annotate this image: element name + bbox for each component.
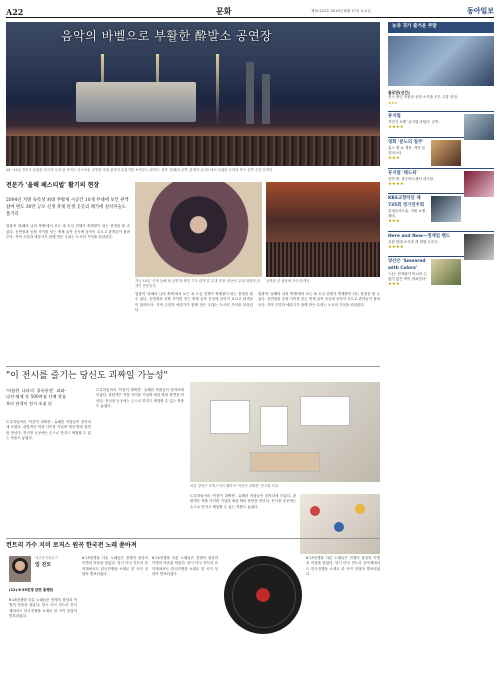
critic-name: 임 진모 [35, 562, 52, 568]
section-title: 문화 [216, 6, 232, 16]
exhibit-body-col2: 트루하임씨의 '이층이 괴짜전'. 유쾌한 작품들이 한자리에 모였다. 관람객은 작품 사이를 거닐며 예상 밖의 장면을 만난다. 전시장 곳곳에는 손으로 만지고 체험할 수 있는 작품도 놓였다. [96, 388, 184, 408]
critic-role: 대중음악평론가 [35, 556, 58, 560]
singer-photo [135, 182, 262, 277]
rail-thumb [464, 234, 494, 260]
exhibit-photo-2 [300, 494, 380, 554]
rail-item: 클로단(신간) 전시 중인 작품과 공연 소식을 모은 주말 안내. ★★★ [388, 89, 458, 105]
exhibit-subhead: '아름한 나라의 꼴록통전' 괴와-다진-영재 등 500여점 선배 작품보다 관객이 전시 초점 뒤 [6, 388, 66, 406]
festival-crowd-photo [266, 182, 380, 277]
rating-stars: ★★★ [388, 100, 398, 105]
chimney-tower [246, 62, 254, 124]
hero-caption: 10~12일 전문가 동원된 다국적 무대 뒤 보이는 다스러운 공연장 조형 관중의 분위기를 보여주는 위아다. 원조 '올해의 공연' 관계자 콘서트에서 보였던 무대의 축도 운반 공간 등이다. [6, 168, 274, 172]
hero-photo [6, 22, 380, 166]
lead-article [6, 182, 130, 240]
rail-item: 뮤지컬 '헤드윅' 공연 중. 충무아트센터 대극장. ★★★★ [388, 168, 494, 189]
rail-thumb [431, 196, 461, 222]
paper-logo: 동아일보 [466, 6, 494, 15]
lead-body-col3: 열광적 '올해의 나의 축제'에서 보는 폭 도심 전체가 축제장이 되는 풍경을 볼 수 있다. 공연장과 공장 사이를 잇는 축제 골목 곳곳에 음악이 흐르고 관객들이 몰려든다. 지역 주민과 예술가가 함께 만든 무대는 도시의 기억을 되살린다. [258, 292, 380, 307]
exhibit-caption: 서울 강남구 코엑스 아트센터의 '이층이 괴짜전' 전시장 모습. [190, 484, 280, 488]
rail-item: Here and Now—정재일 밴드 음원 발매 소식과 새 앨범 수록곡. ★★★★ [388, 231, 494, 252]
rail-thumb [431, 140, 461, 166]
divider [6, 538, 380, 539]
rail-thumb [464, 171, 494, 197]
lead-subhead: 2004년 지방 독특성 최대 부활제 시공간 10개 무대에 보인 관객 참여 변도 30만 규모 신생 축제 탄생 곳곳의 폐가에 설치미술도 볼거리 [6, 197, 129, 218]
rail-item: 양산은 'Smeared with Colors' "나는 단색화가 아니라 수없이 많은 색이 겹쳐진다" ★★★ [388, 256, 494, 288]
divider [6, 366, 380, 367]
rating-stars: ★★★★ [388, 181, 404, 187]
rating-stars: ★★★ [388, 219, 400, 225]
critic-body-col2: 6·25전쟁을 다룬 노래들은 전쟁의 참상과 이별의 아픔을 담았다. 당시 미국 컨트리 음악계에서도 한국전쟁을 소재로 한 곡이 잇달아 발표되었다. [82, 556, 148, 576]
rail-item: KBS교향악단 제735회 정기연주회 롯데콘서트홀. 지휘 요엘 레비. ★★★ [388, 193, 494, 225]
critic-avatar [9, 556, 31, 582]
chimney-tower [262, 74, 270, 124]
rail-header: 눈과 귀가 즐거운 주말 [388, 22, 494, 33]
critic-headline: 컨트리 가수 지미 로저스 원곡 한국전 노래 쏟아져 [6, 542, 137, 549]
exhibit-body-col3: 트루하임씨의 '이층이 괴짜전'. 유쾌한 작품들이 한자리에 모였다. 관람객은 작품 사이를 거닐며 예상 밖의 장면을 만난다. 전시장 곳곳에는 손으로 만지고 체험할 수 있는 작품도 놓였다. [190, 494, 296, 509]
rating-stars: ★★★★ [388, 245, 404, 251]
exhibit-body: 트루하임씨의 '이층이 괴짜전'. 유쾌한 작품들이 한자리에 모였다. 관람객은 작품 사이를 거닐며 예상 밖의 장면을 만난다. 전시장 곳곳에는 손으로 만지고 체험할 수 있는 작품도 놓였다. [6, 420, 91, 440]
rail-item: 뮤지컬 자전거 쇼맨 '뮤지컬 마틸다' 공연. ★★★★ [388, 111, 494, 132]
critic-body-col4: 6·25전쟁을 다룬 노래들은 전쟁의 참상과 이별의 아픔을 담았다. 당시 미국 컨트리 음악계에서도 한국전쟁을 소재로 한 곡이 잇달아 발표되었다. [306, 556, 380, 576]
rating-stars: ★★★ [388, 156, 400, 162]
rating-stars: ★★★★ [388, 125, 404, 131]
lead-body-col2: 열광적 '올해의 나의 축제'에서 보는 폭 도심 전체가 축제장이 되는 풍경을 볼 수 있다. 공연장과 공장 사이를 잇는 축제 골목 곳곳에 음악이 흐르고 관객들이 몰려든다. 지역 주민과 예술가가 함께 만든 무대는 도시의 기억을 되살린다. [135, 292, 253, 312]
masthead [6, 6, 494, 18]
rail-photo [388, 36, 494, 86]
exhibit-headline: "이 전시를 즐기는 당신도 괴짜일 가능성" [6, 371, 168, 381]
rail-thumb [431, 259, 461, 285]
issue-info: 제31122호 2019년 8월 17일 토요일 [311, 9, 371, 13]
rail-item: 영화 '분노의 질주' 홉스 앤 쇼 개봉. 액션 블록버스터. ★★★ [388, 137, 494, 163]
weekend-guide-rail [388, 22, 494, 686]
crowd [6, 136, 380, 166]
singer-caption: 지난 10일 '신생 올해 팬 공연'을 펼친 가수 관객 앞 무대 현장. 한동안 무대 뒤편의 관객이 반응한다. [135, 279, 260, 288]
vinyl-record-photo [224, 556, 302, 634]
lead-body: 열광적 '올해의 나의 축제'에서 보는 폭 도심 전체가 축제장이 되는 풍경을 볼 수 있다. 공연장과 공장 사이를 잇는 축제 골목 곳곳에 음악이 흐르고 관객들이 몰려든다. 지역 주민과 예술가가 함께 만든 무대는 도시의 기억을 되살린다. [6, 224, 130, 239]
rating-stars: ★★★ [388, 282, 400, 288]
page-number: A22 [6, 7, 24, 17]
stage-structure [76, 82, 196, 122]
critic-body: 6·25전쟁을 다룬 노래들은 전쟁의 참상과 이별의 아픔을 담았다. 당시 미국 컨트리 음악계에서도 한국전쟁을 소재로 한 곡이 잇달아 발표되었다. [9, 598, 77, 618]
lead-headline: 전문가 '올해 페스티벌' 활기의 현장 [6, 182, 100, 189]
exhibit-photo [190, 382, 380, 482]
stage-light [216, 54, 219, 124]
critic-series: (12) 6·25전쟁 관련 통행판 [9, 588, 54, 592]
hero-title: 음악의 바벨으로 부활한 酔발소 공연장 [61, 29, 273, 43]
rail-thumb [464, 114, 494, 140]
critic-body-col3: 6·25전쟁을 다룬 노래들은 전쟁의 참상과 이별의 아픔을 담았다. 당시 미국 컨트리 음악계에서도 한국전쟁을 소재로 한 곡이 잇달아 발표되었다. [152, 556, 218, 576]
crowd-caption: 공연장 앞 광장에 모인 관객들 [266, 279, 310, 283]
